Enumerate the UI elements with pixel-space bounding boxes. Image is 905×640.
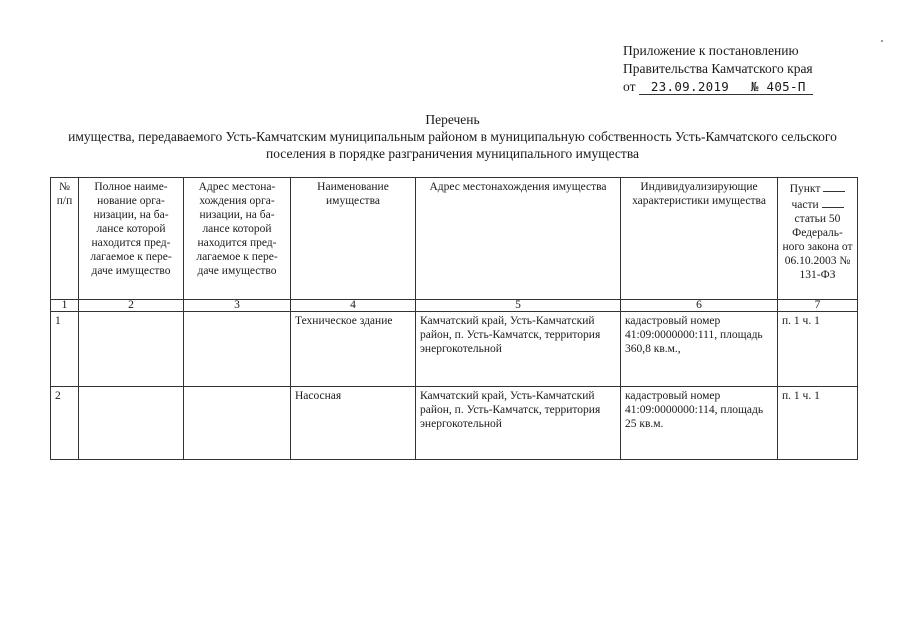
table-row: [51, 312, 858, 387]
row-property-address: Камчатский край, Усть-Камчатский район, п. Усть-Камчатск, территория энергокотельной: [416, 312, 621, 387]
decree-number: [747, 79, 813, 95]
row-org-address: [184, 387, 291, 460]
column-number: 2: [79, 300, 184, 312]
title-line-1: Перечень: [425, 112, 480, 127]
column-number-row: [51, 300, 858, 312]
document-title: [40, 111, 865, 162]
row-property-address: Камчатский край, Усть-Камчатский район, п. Усть-Камчатск, территория энергокотельной: [416, 387, 621, 460]
header-property-address: Адрес местонахождения имущества: [416, 178, 621, 300]
header-clause-p1: Пункт: [789, 183, 821, 195]
appendix-header: [623, 42, 813, 96]
row-org-name: [79, 312, 184, 387]
header-property-name: Наименование имущества: [291, 178, 416, 300]
row-characteristics: кадастровый номер 41:09:0000000:111, площадь 360,8 кв.м.,: [621, 312, 778, 387]
blank-line: [823, 180, 845, 192]
column-number: 6: [621, 300, 778, 312]
appendix-line-1: Приложение к постановлению: [623, 43, 799, 58]
row-clause: п. 1 ч. 1: [778, 312, 858, 387]
header-clause: [778, 178, 858, 300]
row-property-name: Техническое здание: [291, 312, 416, 387]
row-org-name: [79, 387, 184, 460]
header-org-name: Полное наиме-нование орга-низации, на ба-лансе которой находится пред-лагаемое к пере-даче имущество: [79, 178, 184, 300]
header-characteristics: Индивидуализирующие характеристики имущества: [621, 178, 778, 300]
number-prefix: №: [750, 79, 759, 94]
row-num: 1: [51, 312, 79, 387]
column-number: 7: [778, 300, 858, 312]
blank-line: [822, 196, 844, 208]
column-number: 5: [416, 300, 621, 312]
row-org-address: [184, 312, 291, 387]
appendix-date-line: [623, 78, 813, 96]
row-clause: п. 1 ч. 1: [778, 387, 858, 460]
row-characteristics: кадастровый номер 41:09:0000000:114, площадь 25 кв.м.: [621, 387, 778, 460]
header-clause-p2: части: [791, 199, 819, 211]
column-number: 3: [184, 300, 291, 312]
number-value: 405-П: [766, 79, 806, 94]
header-clause-p3: статьи 50 Федераль-ного закона от 06.10.2003 № 131-ФЗ: [782, 213, 853, 281]
date-prefix: от: [623, 79, 636, 94]
column-number: 4: [291, 300, 416, 312]
table-row: [51, 387, 858, 460]
header-num: № п/п: [51, 178, 79, 300]
header-org-address: Адрес местона-хождения орга-низации, на ба-лансе которой находится пред-лагаемое к пере-даче имущество: [184, 178, 291, 300]
table-header-row: [51, 178, 858, 300]
decree-date: 23.09.2019: [639, 79, 747, 95]
row-property-name: Насосная: [291, 387, 416, 460]
scan-speck: [881, 40, 883, 42]
row-num: 2: [51, 387, 79, 460]
column-number: 1: [51, 300, 79, 312]
title-line-2: имущества, передаваемого Усть-Камчатским муниципальным районом в муниципальную собственность Усть-Камчатского сельского поселения в порядке разграничения муниципального имущества: [68, 129, 837, 161]
appendix-line-2: Правительства Камчатского края: [623, 61, 813, 76]
property-table: [50, 177, 858, 460]
